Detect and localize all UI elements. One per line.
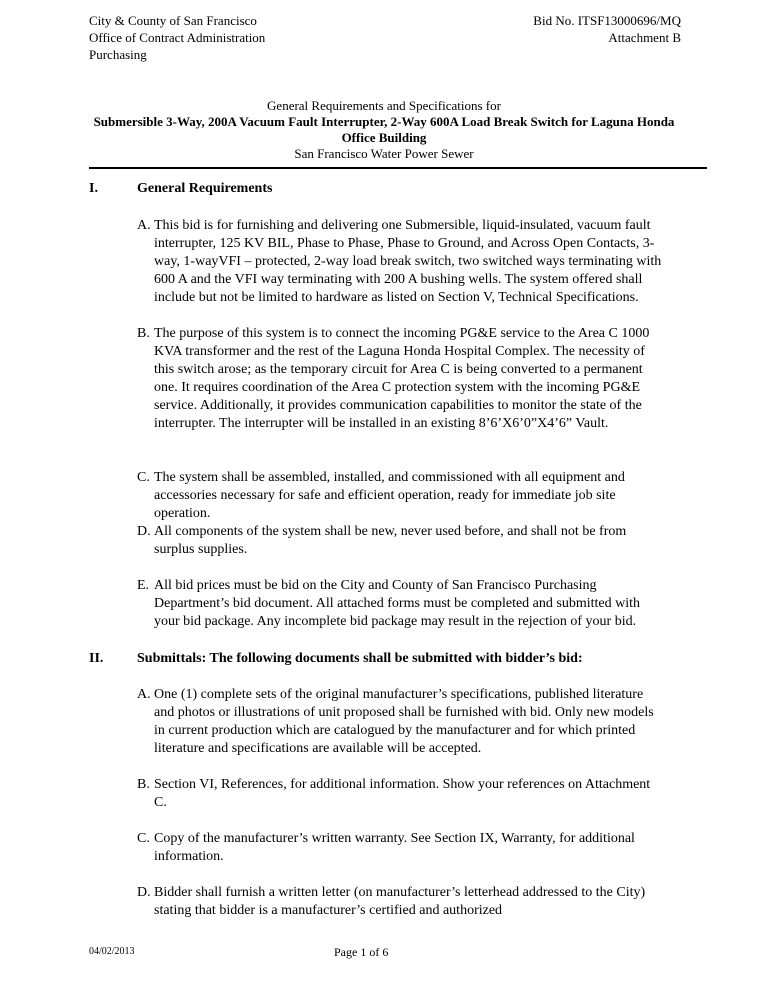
bid-number: Bid No. ITSF13000696/MQ	[533, 13, 681, 28]
text-line: literature and specifications are available will be accepted.	[154, 741, 482, 756]
text-line: and photos or illustrations of unit proposed shall be furnished with bid. Only new models	[154, 705, 654, 720]
text-line: Copy of the manufacturer’s written warranty. See Section IX, Warranty, for additional	[154, 831, 635, 846]
title-main: Submersible 3-Way, 200A Vacuum Fault Interrupter, 2-Way 600A Load Break Switch for Laguna Honda	[93, 114, 675, 129]
item-text	[154, 325, 710, 433]
header-divider	[89, 167, 707, 169]
text-line: Department’s bid document. All attached forms must be completed and submitted with	[154, 596, 641, 611]
text-line: this switch arose; as the temporary circuit for Area C is being converted to a permanent	[154, 362, 643, 377]
department-line: San Francisco Water Power Sewer	[294, 146, 474, 161]
item-letter: C.	[137, 831, 150, 846]
document-title-block	[60, 98, 708, 162]
item-text	[154, 577, 710, 631]
item-text	[154, 217, 710, 307]
issuer-line: Purchasing	[89, 47, 147, 62]
text-line: service. Additionally, it provides communication capabilities to monitor the state of the	[154, 398, 642, 413]
text-line: 600 A and the VFI way terminating with 200 A bushing wells. The system offered shall	[154, 272, 643, 287]
section-title: General Requirements	[137, 181, 273, 196]
text-line: your bid package. Any incomplete bid package may result in the rejection of your bid.	[154, 614, 637, 629]
item-text	[154, 776, 710, 812]
text-line: Section VI, References, for additional information. Show your references on Attachment	[154, 777, 651, 792]
issuer-line: Office of Contract Administration	[89, 30, 266, 45]
item-text	[154, 830, 710, 866]
item-text	[154, 469, 710, 523]
text-line: operation.	[154, 506, 211, 521]
text-line: interrupter. The interrupter will be installed in an existing 8’6’X6’0”X4’6” Vault.	[154, 416, 609, 431]
text-line: C.	[154, 795, 167, 810]
text-line: KVA transformer and the rest of the Laguna Honda Hospital Complex. The necessity of	[154, 344, 645, 359]
text-line: One (1) complete sets of the original manufacturer’s specifications, published literature	[154, 687, 644, 702]
text-line: All bid prices must be bid on the City and County of San Francisco Purchasing	[154, 578, 597, 593]
title-line: General Requirements and Specifications for	[267, 98, 501, 113]
item-letter: A.	[137, 687, 151, 702]
text-line: stating that bidder is a manufacturer’s certified and authorized	[154, 903, 503, 918]
item-text	[154, 686, 710, 758]
text-line: Bidder shall furnish a written letter (on manufacturer’s letterhead addressed to the City)	[154, 885, 646, 900]
item-text	[154, 523, 710, 559]
bid-reference-block	[533, 12, 681, 46]
item-letter: B.	[137, 777, 150, 792]
text-line: accessories necessary for safe and efficient operation, ready for immediate job site	[154, 488, 616, 503]
item-letter: A.	[137, 218, 151, 233]
text-line: information.	[154, 849, 224, 864]
text-line: The purpose of this system is to connect the incoming PG&E service to the Area C 1000	[154, 326, 650, 341]
text-line: surplus supplies.	[154, 542, 248, 557]
item-letter: B.	[137, 326, 150, 341]
title-main-continued: Office Building	[341, 130, 427, 145]
section-numeral: II.	[89, 651, 104, 666]
text-line: way, 1-wayVFI – protected, 2-way load break switch, two switched ways terminating with	[154, 254, 662, 269]
text-line: include but not be limited to hardware as listed on Section V, Technical Specifications.	[154, 290, 639, 305]
attachment-label: Attachment B	[608, 30, 681, 45]
page-number: Page 1 of 6	[334, 945, 389, 959]
text-line: The system shall be assembled, installed, and commissioned with all equipment and	[154, 470, 625, 485]
text-line: This bid is for furnishing and delivering one Submersible, liquid-insulated, vacuum fault	[154, 218, 651, 233]
issuer-line: City & County of San Francisco	[89, 13, 257, 28]
text-line: All components of the system shall be new, never used before, and shall not be from	[154, 524, 627, 539]
item-letter: D.	[137, 885, 151, 900]
text-line: interrupter, 125 KV BIL, Phase to Phase, Phase to Ground, and Across Open Contacts, 3-	[154, 236, 655, 251]
item-text	[154, 884, 710, 920]
text-line: one. It requires coordination of the Area C protection system with the incoming PG&E	[154, 380, 641, 395]
item-letter: E.	[137, 578, 150, 593]
section-title: Submittals: The following documents shall be submitted with bidder’s bid:	[137, 651, 583, 666]
text-line: in current production which are catalogued by the manufacturer and for which printed	[154, 723, 636, 738]
issuer-block	[89, 12, 265, 63]
item-letter: C.	[137, 470, 150, 485]
section-numeral: I.	[89, 181, 98, 196]
item-letter: D.	[137, 524, 151, 539]
footer-date: 04/02/2013	[89, 946, 135, 957]
